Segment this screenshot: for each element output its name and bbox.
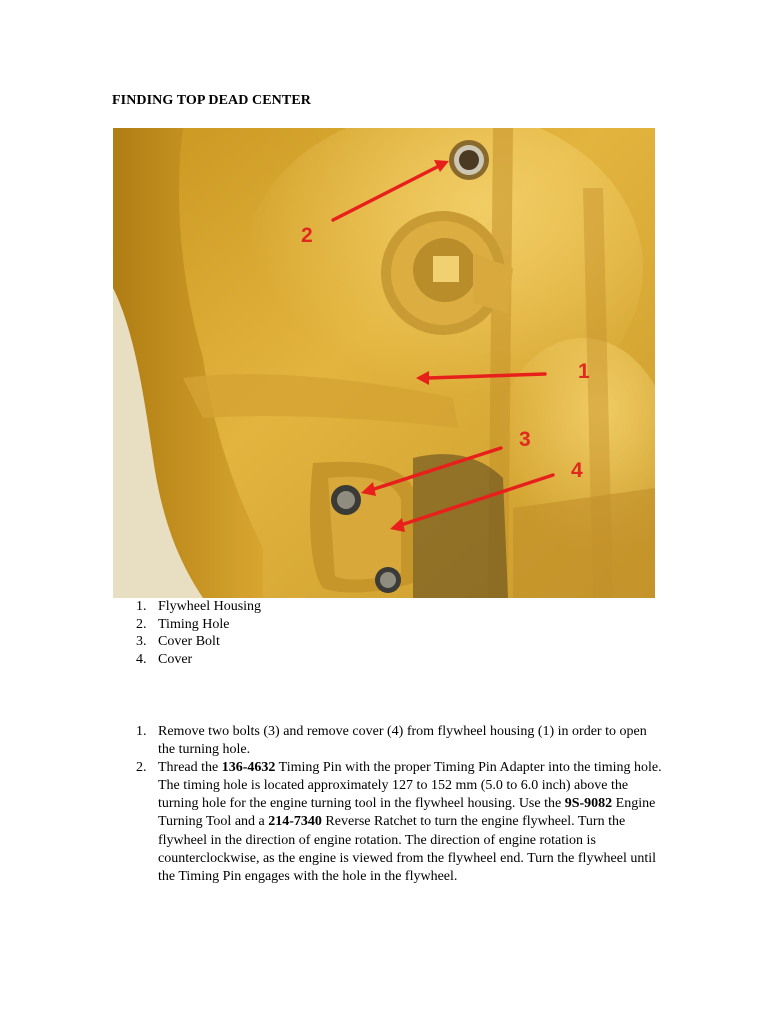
legend-item-number: 2. — [136, 616, 147, 632]
procedure-step — [136, 723, 663, 759]
legend-item — [136, 633, 261, 651]
legend-item — [136, 616, 261, 634]
legend-item-label: Timing Hole — [158, 616, 230, 632]
step-text: Remove two bolts (3) and remove cover (4) from flywheel housing (1) in order to open the turning hole. — [158, 724, 647, 758]
callout-number-2: 2 — [301, 224, 313, 247]
callout-number-3: 3 — [519, 428, 531, 451]
step-text: Engine Turning Tool and a — [158, 796, 656, 830]
part-number: 9S-9082 — [564, 796, 613, 812]
procedure-step-number: 2. — [136, 760, 147, 776]
step-text: Reverse Ratchet to turn the engine flywheel. Turn the flywheel in the direction of engine rotation. The direction of engine rotation is counterclockwise, as the engine is viewed from the flywheel end. Turn the flywheel until the Timing Pin engages with the hole in the flywheel. — [158, 814, 657, 884]
parts-legend — [136, 598, 262, 669]
procedure-step — [136, 759, 663, 886]
legend-item-number: 1. — [136, 599, 147, 614]
callout-number-4: 4 — [571, 459, 583, 482]
legend-item-label: Cover — [158, 652, 193, 668]
step-text: Timing Pin with the proper Timing Pin Adapter into the timing hole. The timing hole is located approximately 127 to 152 mm (5.0 to 6.0 inch) above the turning hole for the engine turning tool in the flywheel housing. Use the — [158, 760, 662, 812]
callout-number-1: 1 — [578, 360, 590, 383]
procedure-step-number: 1. — [136, 724, 147, 739]
engine-photo-illustration — [113, 128, 655, 598]
procedure-steps — [136, 723, 663, 886]
legend-item-number: 4. — [136, 652, 147, 668]
part-number: 136-4632 — [221, 760, 276, 776]
part-number: 214-7340 — [268, 814, 322, 830]
legend-item-label: Cover Bolt — [158, 634, 220, 650]
legend-item-label: Flywheel Housing — [158, 599, 262, 614]
step-text: Thread the — [158, 760, 222, 776]
legend-item — [136, 598, 262, 616]
page-title: FINDING TOP DEAD CENTER — [112, 93, 311, 108]
legend-item — [136, 651, 261, 669]
engine-photo — [113, 128, 655, 598]
legend-item-number: 3. — [136, 634, 147, 650]
